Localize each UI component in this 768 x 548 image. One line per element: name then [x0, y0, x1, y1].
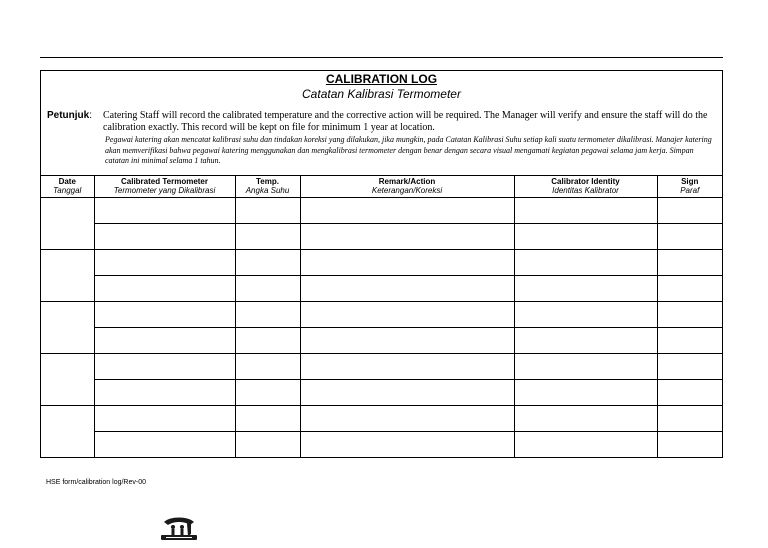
sign-cell[interactable]: [657, 354, 722, 380]
column-header-id: Keterangan/Koreksi: [371, 186, 443, 195]
termometer-cell[interactable]: [94, 406, 235, 432]
temp-cell[interactable]: [235, 224, 300, 250]
column-header-en: Remark/Action: [378, 177, 436, 186]
table-row: [41, 276, 722, 302]
instructions-indonesian: Pegawai katering akan mencatat kalibrasi suhu dan tindakan koreksi yang dilakukan, jika mungkin, pada Catatan Kalibrasi Suhu setiap kali suatu termometer dikalibrasi. Manajer katering akan memverifikasi bahwa pegawai katering menggunakan dan mengkalibrasi termometer dengan benar dengan secara visual mengamati kegiatan pegawai selama jam kerja. Simpan catatan ini minimal selama 1 tahun.: [105, 135, 712, 165]
sign-cell[interactable]: [657, 250, 722, 276]
table-row: [41, 406, 722, 432]
sign-cell[interactable]: [657, 276, 722, 302]
column-header-en: Calibrator Identity: [551, 177, 620, 186]
date-cell[interactable]: [41, 250, 94, 302]
remark-cell[interactable]: [300, 432, 514, 458]
calibrator-cell[interactable]: [514, 354, 657, 380]
page-title: CALIBRATION LOG: [325, 72, 438, 86]
page-subtitle: Catatan Kalibrasi Termometer: [302, 87, 461, 101]
column-header-id: Paraf: [680, 186, 700, 195]
column-header-date: [41, 176, 94, 198]
sign-cell[interactable]: [657, 198, 722, 224]
termometer-cell[interactable]: [94, 328, 235, 354]
calibrator-cell[interactable]: [514, 276, 657, 302]
temp-cell[interactable]: [235, 406, 300, 432]
column-header-en: Sign: [681, 177, 699, 186]
calibrator-cell[interactable]: [514, 406, 657, 432]
temp-cell[interactable]: [235, 302, 300, 328]
termometer-cell[interactable]: [94, 354, 235, 380]
sign-cell[interactable]: [657, 406, 722, 432]
column-header-remark: [300, 176, 514, 198]
temp-cell[interactable]: [235, 354, 300, 380]
remark-cell[interactable]: [300, 406, 514, 432]
date-cell[interactable]: [41, 198, 94, 250]
column-header-en: Date: [58, 177, 76, 186]
sign-cell[interactable]: [657, 432, 722, 458]
column-header-id: Identitas Kalibrator: [552, 186, 619, 195]
remark-cell[interactable]: [300, 276, 514, 302]
termometer-cell[interactable]: [94, 198, 235, 224]
column-header-calibrated-termometer: [94, 176, 235, 198]
column-header-calibrator-identity: [514, 176, 657, 198]
remark-cell[interactable]: [300, 354, 514, 380]
calibration-table: [41, 175, 722, 458]
form-code: HSE form/calibration log/Rev-00: [46, 479, 146, 486]
sign-cell[interactable]: [657, 380, 722, 406]
calibrator-cell[interactable]: [514, 224, 657, 250]
temp-cell[interactable]: [235, 432, 300, 458]
column-header-sign: [657, 176, 722, 198]
date-cell[interactable]: [41, 302, 94, 354]
date-cell[interactable]: [41, 354, 94, 406]
sign-cell[interactable]: [657, 302, 722, 328]
remark-cell[interactable]: [300, 224, 514, 250]
calibration-log-form: [40, 70, 723, 458]
column-header-temp: [235, 176, 300, 198]
table-row: [41, 250, 722, 276]
calibrator-cell[interactable]: [514, 302, 657, 328]
table-row: [41, 302, 722, 328]
remark-cell[interactable]: [300, 302, 514, 328]
table-row: [41, 354, 722, 380]
remark-cell[interactable]: [300, 328, 514, 354]
instructions-english: Catering Staff will record the calibrated temperature and the corrective action will be required. The Manager will verify and ensure the staff will do the calibration exactly. This record will be kept on file for minimum 1 year at location.: [103, 110, 708, 133]
calibrator-cell[interactable]: [514, 432, 657, 458]
date-cell[interactable]: [41, 406, 94, 458]
calibrator-cell[interactable]: [514, 380, 657, 406]
column-header-en: Calibrated Termometer: [121, 177, 208, 186]
table-header-row: [41, 176, 722, 198]
table-row: [41, 432, 722, 458]
remark-cell[interactable]: [300, 198, 514, 224]
termometer-cell[interactable]: [94, 432, 235, 458]
remark-cell[interactable]: [300, 250, 514, 276]
calibrator-cell[interactable]: [514, 328, 657, 354]
sign-cell[interactable]: [657, 328, 722, 354]
column-header-id: Angka Suhu: [245, 186, 290, 195]
sign-cell[interactable]: [657, 224, 722, 250]
column-header-id: Tanggal: [53, 186, 82, 195]
table-row: [41, 198, 722, 224]
termometer-cell[interactable]: [94, 224, 235, 250]
table-row: [41, 224, 722, 250]
temp-cell[interactable]: [235, 380, 300, 406]
remark-cell[interactable]: [300, 380, 514, 406]
instructions-label: Petunjuk:: [47, 110, 93, 121]
company-logo-icon: [160, 516, 198, 543]
temp-cell[interactable]: [235, 276, 300, 302]
table-row: [41, 380, 722, 406]
calibrator-cell[interactable]: [514, 198, 657, 224]
table-row: [41, 328, 722, 354]
calibrator-cell[interactable]: [514, 250, 657, 276]
termometer-cell[interactable]: [94, 250, 235, 276]
temp-cell[interactable]: [235, 198, 300, 224]
termometer-cell[interactable]: [94, 276, 235, 302]
column-header-id: Termometer yang Dikalibrasi: [113, 186, 216, 195]
temp-cell[interactable]: [235, 250, 300, 276]
column-header-en: Temp.: [256, 177, 279, 186]
temp-cell[interactable]: [235, 328, 300, 354]
top-rule: [40, 57, 723, 58]
termometer-cell[interactable]: [94, 302, 235, 328]
instructions-label-text: Petunjuk: [47, 110, 90, 121]
termometer-cell[interactable]: [94, 380, 235, 406]
